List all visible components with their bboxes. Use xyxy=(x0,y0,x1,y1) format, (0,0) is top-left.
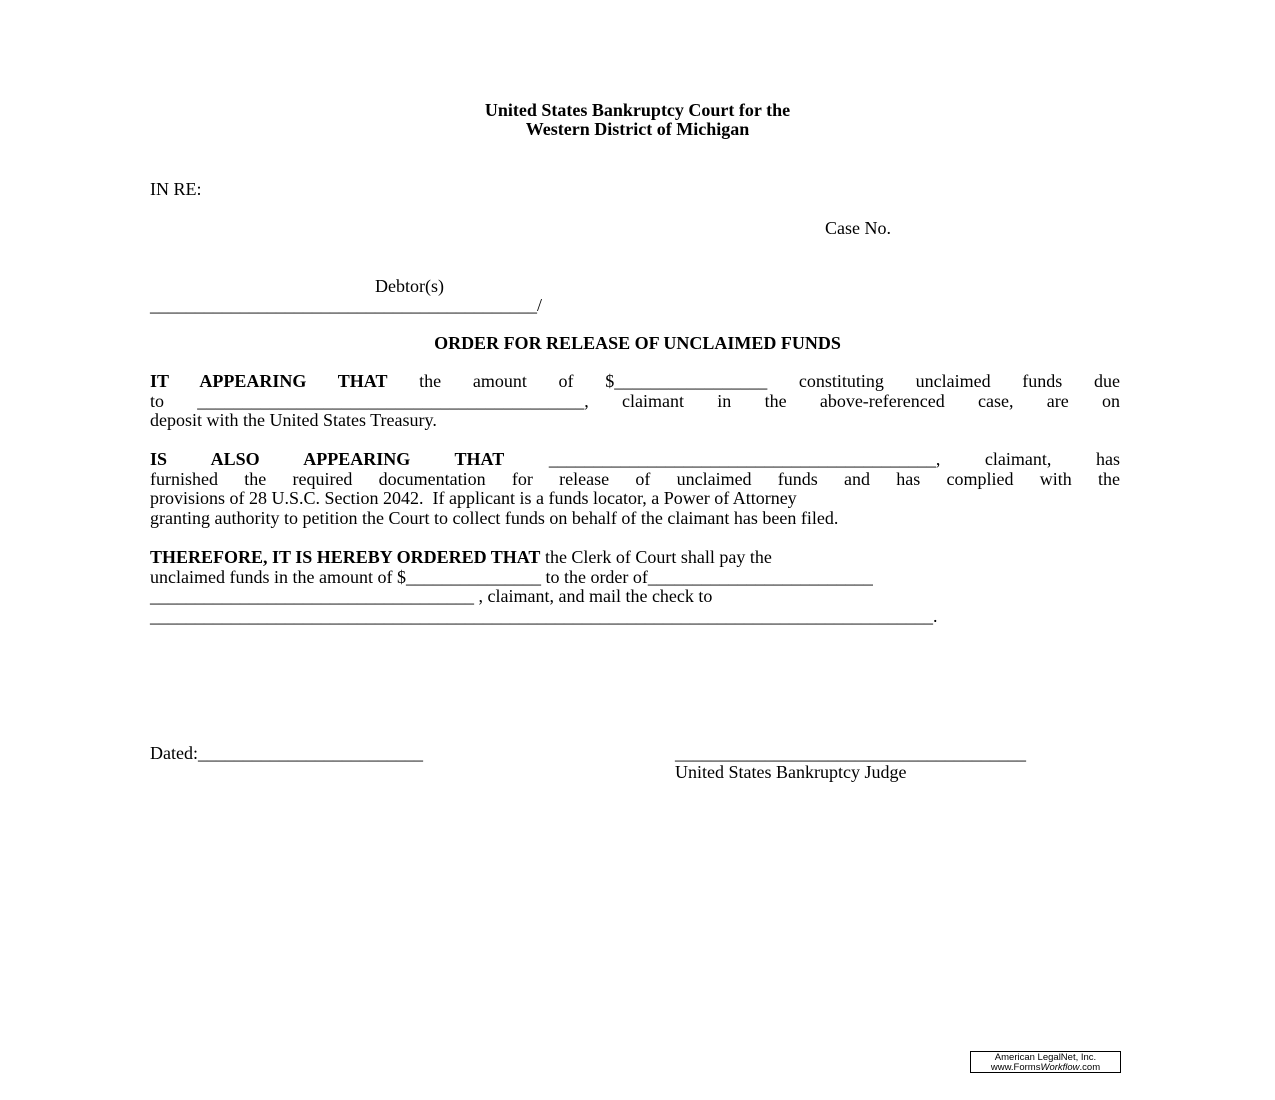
para3-line-2: unclaimed funds in the amount of $_______________ to the order of_________________________ xyxy=(150,566,873,587)
logo-line-2-b: Workflow xyxy=(1040,1062,1080,1073)
logo-line-2-a: www.Forms xyxy=(990,1062,1041,1073)
para2-line-3: provisions of 28 U.S.C. Section 2042. If applicant is a funds locator, a Power of Attorney xyxy=(150,488,797,508)
case-number-label: Case No. xyxy=(825,218,891,238)
para2-line-4: granting authority to petition the Court to collect funds on behalf of the claimant has been filed. xyxy=(150,507,839,528)
para3-line-1 xyxy=(150,548,1120,568)
para3-lead: THEREFORE, IT IS HEREBY ORDERED THAT xyxy=(150,547,541,567)
logo-line-2-c: .com xyxy=(1079,1062,1101,1073)
dated-field: Dated:_________________________ xyxy=(150,743,423,763)
para2-line-2: furnished the required documentation for release of unclaimed funds and has complied with the xyxy=(150,468,1120,489)
in-re-label: IN RE: xyxy=(150,179,202,199)
paragraph-it-appearing xyxy=(150,372,1120,431)
court-name-line-2: Western District of Michigan xyxy=(525,119,750,139)
para1-line-3: deposit with the United States Treasury. xyxy=(150,410,437,430)
para1-lead: IT APPEARING THAT xyxy=(150,371,388,391)
para3-line-3: ____________________________________ , claimant, and mail the check to xyxy=(150,586,713,606)
para3-line-4: _______________________________________________________________________________________. xyxy=(150,605,938,626)
debtor-name-rule: ___________________________________________/ xyxy=(150,295,543,315)
paragraph-therefore-ordered xyxy=(150,548,1120,626)
debtor-label: Debtor(s) xyxy=(375,276,444,296)
logo-line-1: American LegalNet, Inc. xyxy=(994,1052,1097,1063)
para1-line-1 xyxy=(150,372,1120,392)
judge-signature-label: United States Bankruptcy Judge xyxy=(675,762,907,782)
para2-lead: IS ALSO APPEARING THAT xyxy=(150,449,505,469)
order-title: ORDER FOR RELEASE OF UNCLAIMED FUNDS xyxy=(434,333,841,353)
logo-line-2 xyxy=(971,1063,1120,1073)
para3-line-1-text: the Clerk of Court shall pay the xyxy=(540,547,772,567)
judge-signature-rule: _______________________________________ xyxy=(675,743,1026,763)
court-name-line-1: United States Bankruptcy Court for the xyxy=(484,100,791,120)
para2-line-1 xyxy=(150,450,1120,470)
para1-line-2: to ___________________________________________, claimant in the above-referenced case, are on xyxy=(150,390,1120,411)
paragraph-also-appearing xyxy=(150,450,1120,528)
para2-line-1-text: ___________________________________________, claimant, has xyxy=(504,449,1120,469)
para1-line-1-text: the amount of $_________________ constituting unclaimed funds due xyxy=(387,371,1120,391)
american-legalnet-logo xyxy=(970,1051,1121,1073)
